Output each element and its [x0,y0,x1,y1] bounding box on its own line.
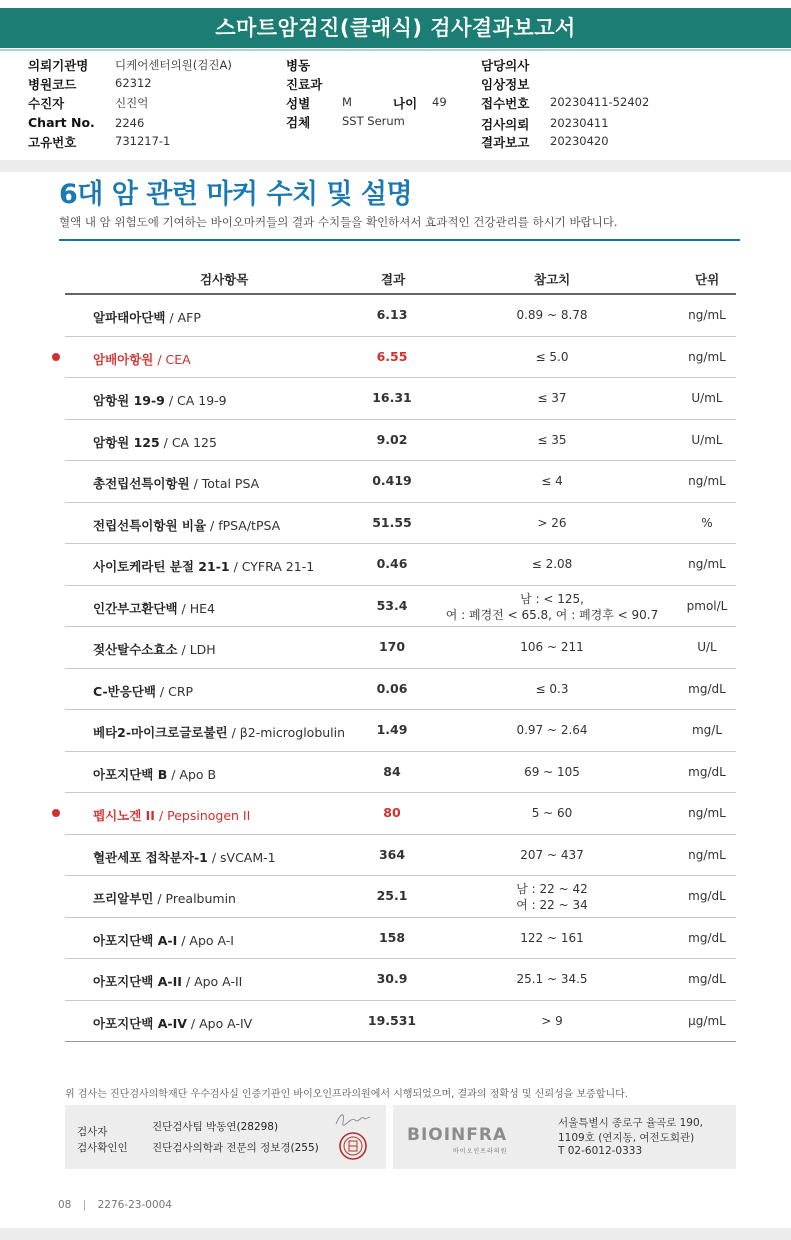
test-result: 30.9 [376,971,408,986]
test-name-ko: 혈관세포 접착분자-1 [93,849,208,865]
confirmer-label: 검사확인인 [77,1142,128,1154]
info-label: 병원코드 [28,77,77,92]
info-label: 의뢰기관명 [28,58,89,73]
address-line-2: 1109호 (연지동, 여전도회관) [558,1132,695,1144]
test-result: 19.531 [367,1012,417,1028]
test-reference: 0.89 ~ 8.78 [516,308,588,322]
info-value: 신진억 [115,96,149,110]
specimen-value: SST Serum [342,114,405,128]
banner-underline [0,49,791,51]
test-name-ko: 알파태아단백 [93,310,166,325]
test-result: 51.55 [372,514,412,530]
test-name-en: / Apo A-I [177,932,234,948]
test-result: 0.06 [376,680,408,696]
test-name [93,806,250,824]
footer-separator: | [82,1199,87,1211]
logo-text: BIOINFRA [407,1125,508,1145]
test-name-ko: 암항원 125 [93,434,160,450]
info-value: 62312 [115,76,152,90]
test-name-ko: 베타2-마이크로글로불린 [93,725,228,740]
test-reference: ≤ 35 [537,432,567,447]
sex-value: M [342,95,352,109]
reference-line-2: 여 : 22 ~ 34 [516,898,588,912]
table-body [65,295,736,1042]
test-name [93,848,276,866]
signature-icon [333,1110,373,1130]
test-name [93,1014,252,1032]
test-reference: 25.1 ~ 34.5 [516,972,588,986]
test-unit: mg/dL [688,972,726,986]
info-label: 성별 [286,96,311,111]
table-row [65,420,736,462]
test-unit: ng/mL [688,308,726,322]
test-result: 16.31 [372,390,412,405]
test-name-en: / LDH [177,642,216,657]
table-row [65,793,736,835]
abnormal-flag-icon [52,809,60,817]
test-name-en: / CEA [153,351,191,367]
test-name [93,972,242,990]
table-row [65,378,736,420]
header-result: 결과 [381,272,406,287]
test-result: 9.02 [376,431,408,447]
test-unit: ng/mL [688,349,726,364]
test-name-ko: 아포지단백 A-IV [93,1015,187,1031]
table-row [65,586,736,628]
test-unit: μg/mL [688,1013,726,1028]
test-name-ko: 총전립선특이항원 [93,476,190,491]
test-result: 0.46 [376,556,408,571]
page-footer [58,1199,172,1211]
age-value: 49 [432,95,447,109]
header-unit: 단위 [695,272,720,287]
test-result: 364 [378,846,406,862]
test-unit: U/mL [691,432,723,447]
test-unit: ng/mL [688,557,726,571]
lab-info-box [393,1105,736,1169]
test-reference: > 9 [541,1013,563,1028]
test-name-ko: 사이토케라틴 분절 21-1 [93,559,230,574]
info-label: 나이 [393,96,418,111]
examiner-label: 검사자 [77,1126,108,1138]
test-name-en: / Apo A-IV [186,1015,253,1031]
confirmer-value: 진단검사의학과 전문의 정보경(255) [152,1142,319,1154]
test-result: 84 [383,763,401,779]
test-name-en: / fPSA/tPSA [206,517,281,533]
test-result: 1.49 [376,722,408,737]
document-code: 2276-23-0004 [97,1199,172,1211]
reference-line-1: 남 : 22 ~ 42 [516,882,588,896]
test-unit: ng/mL [688,847,726,862]
test-reference: 69 ~ 105 [524,764,580,779]
test-name-en: / Apo A-II [181,974,243,989]
test-result: 158 [378,929,406,945]
test-name-ko: 인간부고환단백 [93,600,178,616]
test-reference [440,591,664,623]
test-result: 0.419 [372,473,412,488]
divider-band [0,160,791,172]
section-rule [59,239,740,241]
test-name [93,391,227,409]
table-row [65,295,736,337]
phone: T 02-6012-0333 [558,1145,643,1157]
info-label: 담당의사 [481,58,530,73]
test-unit: mg/dL [688,889,726,903]
test-name-en: / CA 19-9 [164,393,227,408]
test-reference: 122 ~ 161 [520,930,584,945]
test-name-ko: 암항원 19-9 [93,393,165,408]
header-reference: 참고치 [534,272,571,287]
section-subtitle: 혈액 내 암 위험도에 기여하는 바이오마커들의 결과 수치들을 확인하셔서 효과적인 건강관리를 하시기 바랍니다. [59,215,618,229]
info-value: 디케어센터의원(검진A) [115,58,232,72]
test-name-en: / sVCAM-1 [207,849,276,865]
test-name-en: / Apo B [167,766,217,782]
test-unit: mg/dL [688,930,726,945]
header-item: 검사항목 [200,272,249,287]
test-reference: ≤ 5.0 [535,349,569,364]
test-name-en: / CRP [155,683,194,699]
test-result: 80 [383,805,401,820]
test-name-ko: 아포지단백 B [93,766,168,782]
test-name [93,350,191,368]
test-unit: U/L [697,640,717,654]
info-label: 고유번호 [28,135,77,150]
test-unit: pmol/L [686,598,728,613]
test-name-ko: 암배아항원 [93,351,154,367]
table-row [65,544,736,586]
test-name [93,640,216,658]
table-row [65,503,736,545]
test-name-en: / Total PSA [189,476,260,491]
table-row [65,461,736,503]
logo-subtext: 바이오인프라의원 [453,1148,508,1155]
table-header [65,259,736,295]
table-row [65,627,736,669]
test-name-ko: 펩시노겐 II [93,808,155,823]
test-result: 53.4 [376,597,408,613]
test-reference: ≤ 37 [537,391,567,405]
test-unit: % [701,515,713,530]
test-reference [440,881,664,913]
report-title-banner: 스마트암검진(클래식) 검사결과보고서 [0,8,791,48]
table-row [65,337,736,379]
test-name-ko: 젖산탈수소효소 [93,642,178,657]
info-label: 병동 [286,58,311,73]
results-table [65,259,736,1042]
info-value: 20230411 [550,116,609,130]
table-row [65,835,736,877]
test-name-ko: 전립선특이항원 비율 [93,517,207,533]
test-reference: ≤ 2.08 [531,557,573,571]
test-name-en: / Pepsinogen II [154,808,251,823]
info-label: Chart No. [28,115,95,130]
test-reference: 106 ~ 211 [520,640,584,654]
table-row [65,752,736,794]
test-name-ko: 프리알부민 [93,891,154,906]
page-number: 08 [58,1199,72,1211]
reference-line-2: 여 : 폐경전 < 65.8, 여 : 폐경후 < 90.7 [445,607,659,622]
patient-info-block [0,56,791,156]
test-name [93,557,314,575]
info-label: 결과보고 [481,135,530,150]
test-name-en: / β2-microglobulin [227,725,346,740]
test-unit: mg/dL [688,681,726,696]
test-name-en: / CA 125 [159,434,217,450]
test-name [93,474,259,492]
test-result: 6.13 [376,307,408,322]
test-reference: 5 ~ 60 [531,806,573,820]
table-row [65,959,736,1001]
seal-icon [338,1131,368,1161]
test-name [93,765,216,783]
test-name-ko: 아포지단백 A-II [93,974,182,989]
table-row [65,1001,736,1043]
test-unit: mg/dL [688,764,726,779]
test-name [93,599,215,617]
info-label: 접수번호 [481,96,530,111]
test-reference: 0.97 ~ 2.64 [516,723,588,737]
test-name-en: / Prealbumin [153,891,236,906]
test-unit: mg/L [691,723,723,737]
info-label: 검체 [286,115,311,130]
test-name-ko: 아포지단백 A-I [93,932,178,948]
test-name-en: / CYFRA 21-1 [229,559,315,574]
info-value: 20230420 [550,134,609,148]
test-reference: ≤ 0.3 [535,681,569,696]
table-row [65,918,736,960]
test-unit: ng/mL [688,806,726,820]
test-reference: > 26 [537,515,567,530]
bioinfra-logo [407,1125,537,1153]
test-name [93,889,236,907]
info-label: 검사의뢰 [481,117,530,132]
test-name [93,308,201,326]
bottom-band [0,1228,791,1240]
table-row [65,669,736,711]
test-name-en: / HE4 [177,600,215,616]
test-unit: U/mL [691,391,723,405]
examiner-value: 진단검사팀 박동연(28298) [152,1121,279,1133]
test-name [93,723,345,741]
table-row [65,876,736,918]
info-label: 진료과 [286,77,323,92]
info-value: 731217-1 [115,134,171,148]
abnormal-flag-icon [52,353,60,361]
info-label: 임상정보 [481,77,530,92]
test-result: 25.1 [376,888,408,903]
test-name [93,516,280,534]
test-unit: ng/mL [688,474,726,488]
address-line-1: 서울특별시 종로구 율곡로 190, [558,1117,703,1129]
table-row [65,710,736,752]
test-name-ko: C-반응단백 [93,683,156,699]
info-value: 20230411-52402 [550,95,650,109]
test-name [93,931,234,949]
test-name [93,433,217,451]
info-label: 수진자 [28,96,65,111]
test-result: 170 [378,639,406,654]
info-value: 2246 [115,116,145,130]
certification-note: 위 검사는 진단검사의학재단 우수검사실 인증기관인 바이오인프라의원에서 시행되었으며, 결과의 정확성 및 신뢰성을 보증합니다. [65,1089,628,1100]
signature-box [65,1105,386,1169]
test-name-en: / AFP [165,310,201,325]
reference-line-1: 남 : < 125, [520,591,584,606]
test-reference: ≤ 4 [541,474,563,488]
test-reference: 207 ~ 437 [520,847,584,862]
section-title: 6대 암 관련 마커 수치 및 설명 [59,179,413,210]
test-name [93,682,193,700]
test-result: 6.55 [376,348,408,364]
